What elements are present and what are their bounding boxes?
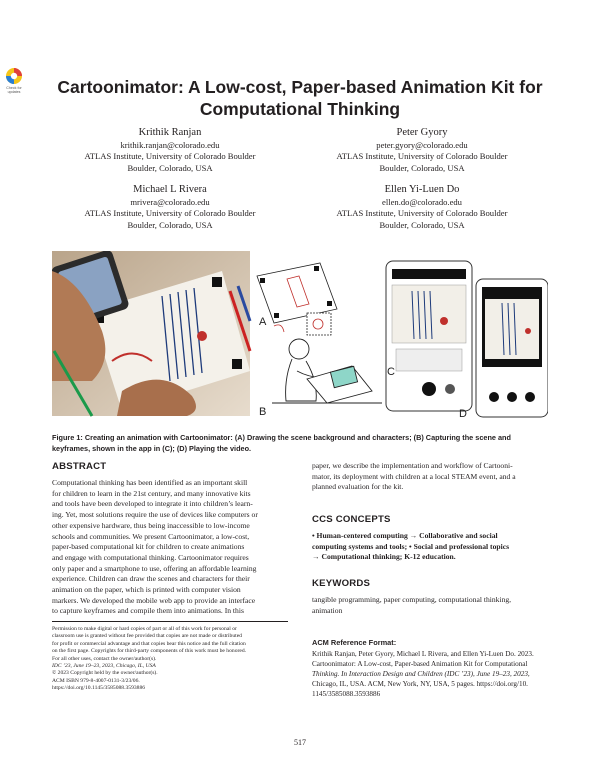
- author-name: Ellen Yi-Luen Do: [384, 184, 460, 195]
- author-block-2: [292, 126, 552, 174]
- panel-label-d: D: [459, 408, 467, 420]
- copyright-footnote: [52, 626, 288, 693]
- abstract-line: to capture keyframes and compile them into animations. In this: [52, 606, 244, 616]
- reference-line[interactable]: 1145/3585088.3593886: [312, 690, 381, 698]
- keywords-heading: KEYWORDS: [312, 578, 371, 589]
- author-location: Boulder, Colorado, USA: [127, 162, 213, 173]
- abstract-line: ing. Yet, most solutions require the use of devices like computers or: [52, 510, 258, 520]
- keywords-line: tangible programming, paper computing, computational thinking,: [312, 595, 512, 604]
- abstract-line: and tools have been developed to integrate it into children’s learn-: [52, 499, 253, 509]
- panel-label-a: A: [259, 316, 267, 328]
- author-name: Michael L Rivera: [133, 184, 207, 195]
- abstract-line: only paper and a smartphone to use, offering an affordable learning: [52, 563, 257, 573]
- abstract-line: mator, its deployment with children at a local STEAM event, and a: [312, 471, 516, 481]
- ccs-heading: CCS CONCEPTS: [312, 514, 391, 525]
- ccs-line: → Computational thinking; K-12 education.: [312, 552, 456, 562]
- abstract-line: planned evaluation for the kit.: [312, 482, 404, 492]
- abstract-line: paper, we describe the implementation and workflow of Cartooni-: [312, 461, 513, 470]
- teaser-figure: [52, 251, 548, 423]
- abstract-line: Computational thinking has been identified as an important skill: [52, 478, 248, 487]
- abstract-line: schools and communities. We present Cartoonimator, a low-cost,: [52, 531, 250, 541]
- abstract-line: paper-based computational kit for children to create animations: [52, 542, 245, 552]
- abstract-continued: [312, 461, 548, 493]
- panel-b-illustration: [272, 339, 382, 403]
- page-number: 517: [294, 738, 306, 747]
- footnote-line: ACM ISBN 979-8-4007-0131-3/23/06.: [52, 677, 140, 684]
- author-affiliation: ATLAS Institute, University of Colorado Boulder: [84, 151, 256, 162]
- author-email[interactable]: ellen.do@colorado.edu: [382, 197, 462, 207]
- paper-title: [40, 76, 560, 120]
- reference-line: Cartoonimator: A Low-cost, Paper-based Animation Kit for Computational: [312, 660, 528, 668]
- figure-caption: Figure 1: Creating an animation with Cartoonimator: (A) Drawing the scene background and characters; (B) Capturing the scene and keyframes, shown in the app in (C); (D) Playing the video.: [52, 433, 511, 453]
- author-name: Peter Gyory: [396, 127, 448, 138]
- abstract-line: experience. Children can draw the scenes and characters for their: [52, 574, 250, 584]
- footnote-line: Permission to make digital or hard copies of part or all of this work for personal or: [52, 626, 237, 632]
- panel-c-phone: [386, 261, 472, 411]
- author-block-1: [40, 126, 300, 174]
- abstract-line: animation on the paper, which is printed with computer vision: [52, 585, 241, 595]
- abstract-section: [52, 461, 288, 617]
- abstract-line: markers. We developed the mobile web app to provide an interface: [52, 595, 256, 605]
- footnote-line: © 2023 Copyright held by the owner/author(s).: [52, 670, 158, 677]
- author-affiliation: ATLAS Institute, University of Colorado Boulder: [336, 208, 508, 219]
- reference-line: Krithik Ranjan, Peter Gyory, Michael L Rivera, and Ellen Yi-Luen Do. 2023.: [312, 650, 534, 658]
- author-block-3: [40, 183, 300, 231]
- author-email[interactable]: mrivera@colorado.edu: [130, 197, 210, 207]
- keywords-section: [312, 578, 548, 616]
- author-affiliation: ATLAS Institute, University of Colorado Boulder: [84, 208, 256, 219]
- footnote-line: IDC ’23, June 19–23, 2023, Chicago, IL, USA: [52, 663, 156, 670]
- ccs-section: [312, 514, 548, 563]
- panel-d-phone: [476, 279, 548, 417]
- logo-text: Check for updates: [6, 86, 22, 94]
- ccs-line: computing systems and tools; • Social and professional topics: [312, 541, 510, 551]
- keywords-line: animation: [312, 605, 343, 615]
- author-email[interactable]: krithik.ranjan@colorado.edu: [120, 140, 220, 150]
- footnote-divider: [52, 621, 288, 622]
- footnote-line: for profit or commercial advantage and that copies bear this notice and the full citation: [52, 640, 246, 647]
- abstract-line: and engage with computational thinking. Cartoonimator requires: [52, 552, 249, 562]
- footnote-line[interactable]: https://doi.org/10.1145/3585088.3593886: [52, 685, 146, 692]
- title-line-1: Cartoonimator: A Low-cost, Paper-based Animation Kit for: [57, 77, 543, 97]
- footnote-line: on the first page. Copyrights for third-party components of this work must be honored.: [52, 648, 247, 655]
- reference-heading: ACM Reference Format:: [312, 638, 397, 647]
- abstract-line: for children to learn in the 21st century, and many innovative kits: [52, 488, 251, 498]
- acm-reference-section: [312, 638, 548, 699]
- check-for-updates-logo[interactable]: [2, 66, 26, 96]
- reference-line: Chicago, IL, USA. ACM, New York, NY, USA, 5 pages. https://doi.org/10.: [312, 680, 528, 688]
- panel-label-c: C: [387, 366, 395, 378]
- footnote-line: For all other uses, contact the owner/author(s).: [52, 655, 157, 662]
- author-affiliation: ATLAS Institute, University of Colorado Boulder: [336, 151, 508, 162]
- abstract-heading: ABSTRACT: [52, 461, 107, 472]
- footnote-line: classroom use is granted without fee provided that copies are not made or distributed: [52, 633, 242, 640]
- author-email[interactable]: peter.gyory@colorado.edu: [376, 140, 468, 150]
- panel-label-b: B: [259, 406, 267, 418]
- abstract-line: other expensive hardware, thus being inaccessible to low-income: [52, 520, 250, 530]
- author-location: Boulder, Colorado, USA: [127, 219, 213, 230]
- figure-illustration: [52, 251, 548, 423]
- reference-line: Thinking. In Interaction Design and Children (IDC ’23), June 19–23, 2023,: [312, 670, 530, 678]
- author-location: Boulder, Colorado, USA: [379, 219, 465, 230]
- author-name: Krithik Ranjan: [138, 127, 202, 138]
- title-line-2: Computational Thinking: [199, 99, 401, 119]
- panel-a-illustration: [257, 263, 337, 335]
- author-location: Boulder, Colorado, USA: [379, 162, 465, 173]
- photo-panel: [52, 251, 250, 416]
- author-block-4: [292, 183, 552, 231]
- ccs-line: • Human-centered computing → Collaborative and social: [312, 531, 498, 540]
